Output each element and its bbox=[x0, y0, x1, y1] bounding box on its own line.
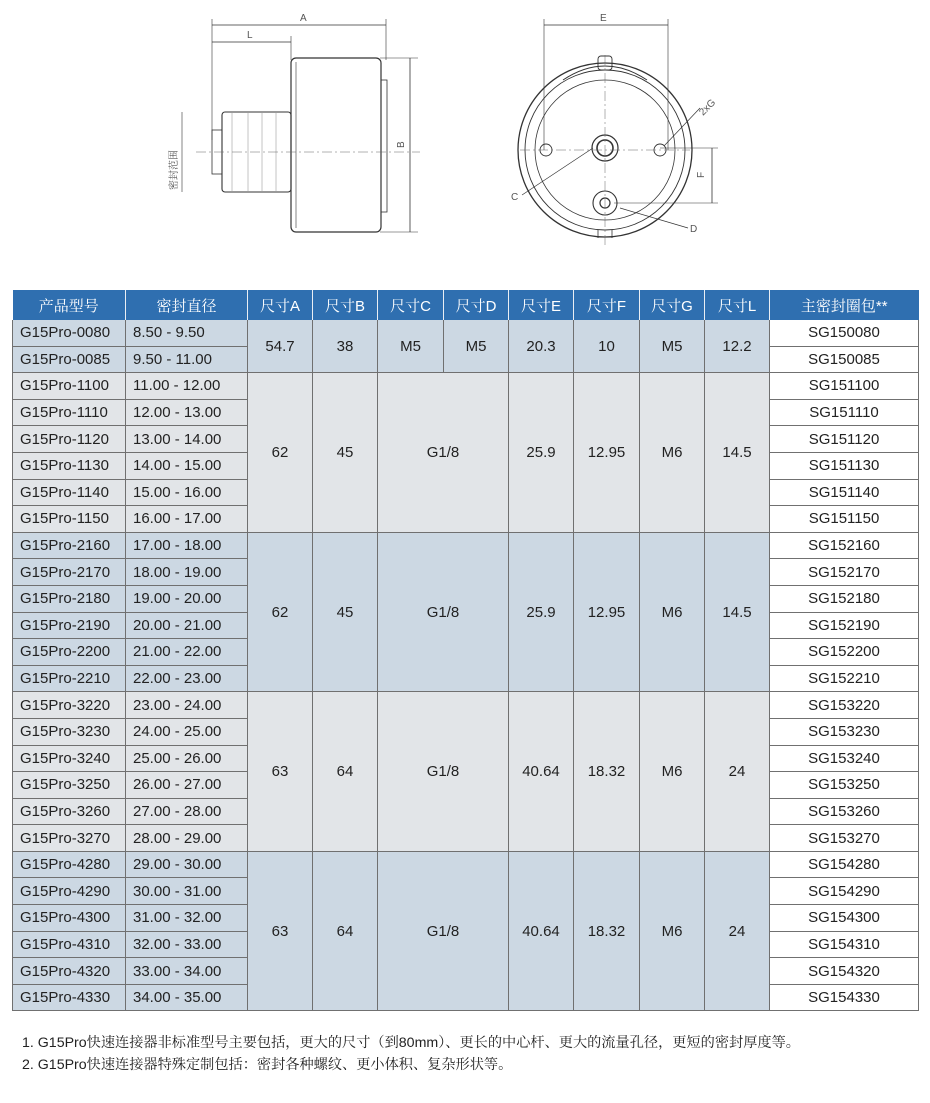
dim-cd-cell: G1/8 bbox=[378, 373, 509, 533]
dim-a-cell: 63 bbox=[248, 851, 313, 1011]
seal-kit-cell: SG152180 bbox=[770, 585, 919, 612]
seal-kit-cell: SG152210 bbox=[770, 665, 919, 692]
seal-diameter-cell: 27.00 - 28.00 bbox=[126, 798, 248, 825]
dim-l-cell: 12.2 bbox=[705, 320, 770, 373]
dim-a-cell: 54.7 bbox=[248, 320, 313, 373]
seal-kit-cell: SG154300 bbox=[770, 905, 919, 932]
seal-kit-cell: SG153230 bbox=[770, 718, 919, 745]
dim-f-cell: 12.95 bbox=[574, 532, 640, 692]
dim-f-cell: 18.32 bbox=[574, 851, 640, 1011]
technical-drawings bbox=[0, 0, 930, 260]
seal-kit-cell: SG152190 bbox=[770, 612, 919, 639]
dim-a-cell: 62 bbox=[248, 532, 313, 692]
seal-diameter-cell: 31.00 - 32.00 bbox=[126, 905, 248, 932]
seal-kit-cell: SG150080 bbox=[770, 320, 919, 346]
seal-kit-cell: SG151130 bbox=[770, 452, 919, 479]
dim-label-C: C bbox=[511, 192, 519, 203]
dim-l-cell: 14.5 bbox=[705, 373, 770, 533]
spec-table bbox=[12, 290, 919, 1011]
dim-l-cell: 24 bbox=[705, 692, 770, 852]
dim-g-cell: M6 bbox=[640, 373, 705, 533]
seal-diameter-cell: 9.50 - 11.00 bbox=[126, 346, 248, 373]
seal-kit-cell: SG153240 bbox=[770, 745, 919, 772]
model-cell: G15Pro-3250 bbox=[13, 772, 126, 799]
dim-f-cell: 12.95 bbox=[574, 373, 640, 533]
header-model: 产品型号 bbox=[13, 290, 126, 320]
model-cell: G15Pro-1110 bbox=[13, 399, 126, 426]
seal-diameter-cell: 34.00 - 35.00 bbox=[126, 984, 248, 1011]
model-cell: G15Pro-4290 bbox=[13, 878, 126, 905]
model-cell: G15Pro-4310 bbox=[13, 931, 126, 958]
table-row bbox=[13, 532, 919, 559]
seal-kit-cell: SG154280 bbox=[770, 851, 919, 878]
dim-b-cell: 64 bbox=[313, 851, 378, 1011]
seal-kit-cell: SG151100 bbox=[770, 373, 919, 400]
seal-kit-cell: SG151150 bbox=[770, 506, 919, 533]
header-dim-d: 尺寸D bbox=[444, 290, 509, 320]
seal-kit-cell: SG151140 bbox=[770, 479, 919, 506]
header-dim-e: 尺寸E bbox=[509, 290, 574, 320]
seal-kit-cell: SG153260 bbox=[770, 798, 919, 825]
dim-a-cell: 62 bbox=[248, 373, 313, 533]
seal-diameter-cell: 18.00 - 19.00 bbox=[126, 559, 248, 586]
model-cell: G15Pro-4330 bbox=[13, 984, 126, 1011]
seal-kit-cell: SG153270 bbox=[770, 825, 919, 852]
dim-label-L: L bbox=[247, 30, 253, 41]
model-cell: G15Pro-2180 bbox=[13, 585, 126, 612]
model-cell: G15Pro-2160 bbox=[13, 532, 126, 559]
dim-label-2xG: 2xG bbox=[697, 97, 719, 119]
dim-e-cell: 25.9 bbox=[509, 373, 574, 533]
dimension-labels bbox=[167, 13, 718, 235]
dim-d-cell: M5 bbox=[444, 320, 509, 373]
header-seal-diameter: 密封直径 bbox=[126, 290, 248, 320]
header-dim-l: 尺寸L bbox=[705, 290, 770, 320]
dim-f-cell: 10 bbox=[574, 320, 640, 373]
seal-diameter-cell: 11.00 - 12.00 bbox=[126, 373, 248, 400]
seal-kit-cell: SG151120 bbox=[770, 426, 919, 453]
seal-diameter-cell: 14.00 - 15.00 bbox=[126, 452, 248, 479]
model-cell: G15Pro-3260 bbox=[13, 798, 126, 825]
dim-l-cell: 24 bbox=[705, 851, 770, 1011]
model-cell: G15Pro-2170 bbox=[13, 559, 126, 586]
dim-c-cell: M5 bbox=[378, 320, 444, 373]
note-2: 2. G15Pro快速连接器特殊定制包括：密封各种螺纹、更小体积、复杂形状等。 bbox=[22, 1057, 513, 1073]
seal-diameter-cell: 16.00 - 17.00 bbox=[126, 506, 248, 533]
header-dim-a: 尺寸A bbox=[248, 290, 313, 320]
model-cell: G15Pro-2190 bbox=[13, 612, 126, 639]
dim-g-cell: M5 bbox=[640, 320, 705, 373]
dim-a-cell: 63 bbox=[248, 692, 313, 852]
dim-l-cell: 14.5 bbox=[705, 532, 770, 692]
model-cell: G15Pro-3220 bbox=[13, 692, 126, 719]
dim-e-cell: 20.3 bbox=[509, 320, 574, 373]
seal-kit-cell: SG150085 bbox=[770, 346, 919, 373]
seal-diameter-cell: 29.00 - 30.00 bbox=[126, 851, 248, 878]
seal-diameter-cell: 25.00 - 26.00 bbox=[126, 745, 248, 772]
seal-diameter-cell: 30.00 - 31.00 bbox=[126, 878, 248, 905]
model-cell: G15Pro-1120 bbox=[13, 426, 126, 453]
seal-kit-cell: SG151110 bbox=[770, 399, 919, 426]
dim-label-E: E bbox=[600, 13, 607, 24]
seal-diameter-cell: 15.00 - 16.00 bbox=[126, 479, 248, 506]
model-cell: G15Pro-3240 bbox=[13, 745, 126, 772]
sealing-range-label: 密封范围 bbox=[169, 150, 180, 190]
seal-diameter-cell: 28.00 - 29.00 bbox=[126, 825, 248, 852]
dim-cd-cell: G1/8 bbox=[378, 851, 509, 1011]
model-cell: G15Pro-2200 bbox=[13, 639, 126, 666]
seal-diameter-cell: 26.00 - 27.00 bbox=[126, 772, 248, 799]
dim-e-cell: 40.64 bbox=[509, 851, 574, 1011]
header-dim-g: 尺寸G bbox=[640, 290, 705, 320]
dim-label-A: A bbox=[300, 13, 307, 24]
model-cell: G15Pro-1130 bbox=[13, 452, 126, 479]
seal-kit-cell: SG154290 bbox=[770, 878, 919, 905]
table-body bbox=[13, 320, 919, 1011]
seal-diameter-cell: 20.00 - 21.00 bbox=[126, 612, 248, 639]
dim-label-F: F bbox=[696, 171, 707, 178]
dim-f-cell: 18.32 bbox=[574, 692, 640, 852]
table-row bbox=[13, 851, 919, 878]
dim-e-cell: 40.64 bbox=[509, 692, 574, 852]
table-row bbox=[13, 320, 919, 346]
dim-b-cell: 38 bbox=[313, 320, 378, 373]
model-cell: G15Pro-1150 bbox=[13, 506, 126, 533]
model-cell: G15Pro-1100 bbox=[13, 373, 126, 400]
side-view-drawing bbox=[182, 19, 420, 232]
model-cell: G15Pro-4320 bbox=[13, 958, 126, 985]
model-cell: G15Pro-1140 bbox=[13, 479, 126, 506]
dim-label-B: B bbox=[396, 141, 407, 148]
seal-diameter-cell: 22.00 - 23.00 bbox=[126, 665, 248, 692]
dim-label-D: D bbox=[690, 224, 698, 235]
seal-diameter-cell: 13.00 - 14.00 bbox=[126, 426, 248, 453]
seal-diameter-cell: 33.00 - 34.00 bbox=[126, 958, 248, 985]
header-dim-b: 尺寸B bbox=[313, 290, 378, 320]
dim-b-cell: 64 bbox=[313, 692, 378, 852]
dim-g-cell: M6 bbox=[640, 692, 705, 852]
front-view-drawing bbox=[518, 19, 718, 245]
dim-b-cell: 45 bbox=[313, 532, 378, 692]
seal-diameter-cell: 8.50 - 9.50 bbox=[126, 320, 248, 346]
table-header-row bbox=[13, 290, 919, 320]
model-cell: G15Pro-0080 bbox=[13, 320, 126, 346]
dim-g-cell: M6 bbox=[640, 851, 705, 1011]
model-cell: G15Pro-0085 bbox=[13, 346, 126, 373]
dim-cd-cell: G1/8 bbox=[378, 692, 509, 852]
model-cell: G15Pro-2210 bbox=[13, 665, 126, 692]
model-cell: G15Pro-3230 bbox=[13, 718, 126, 745]
seal-diameter-cell: 32.00 - 33.00 bbox=[126, 931, 248, 958]
seal-kit-cell: SG154330 bbox=[770, 984, 919, 1011]
model-cell: G15Pro-4280 bbox=[13, 851, 126, 878]
header-main-seal-kit: 主密封圈包** bbox=[770, 290, 919, 320]
seal-diameter-cell: 24.00 - 25.00 bbox=[126, 718, 248, 745]
seal-diameter-cell: 17.00 - 18.00 bbox=[126, 532, 248, 559]
seal-kit-cell: SG153220 bbox=[770, 692, 919, 719]
seal-diameter-cell: 23.00 - 24.00 bbox=[126, 692, 248, 719]
dim-cd-cell: G1/8 bbox=[378, 532, 509, 692]
dim-g-cell: M6 bbox=[640, 532, 705, 692]
header-dim-c: 尺寸C bbox=[378, 290, 444, 320]
model-cell: G15Pro-3270 bbox=[13, 825, 126, 852]
table-row bbox=[13, 373, 919, 400]
model-cell: G15Pro-4300 bbox=[13, 905, 126, 932]
seal-kit-cell: SG152170 bbox=[770, 559, 919, 586]
seal-kit-cell: SG152200 bbox=[770, 639, 919, 666]
notes bbox=[22, 1032, 800, 1076]
seal-kit-cell: SG153250 bbox=[770, 772, 919, 799]
note-1: 1. G15Pro快速连接器非标准型号主要包括，更大的尺寸（到80mm）、更长的中心杆、更大的流量孔径，更短的密封厚度等。 bbox=[22, 1035, 800, 1051]
seal-diameter-cell: 12.00 - 13.00 bbox=[126, 399, 248, 426]
header-dim-f: 尺寸F bbox=[574, 290, 640, 320]
seal-kit-cell: SG154310 bbox=[770, 931, 919, 958]
seal-diameter-cell: 19.00 - 20.00 bbox=[126, 585, 248, 612]
seal-kit-cell: SG152160 bbox=[770, 532, 919, 559]
seal-kit-cell: SG154320 bbox=[770, 958, 919, 985]
dim-e-cell: 25.9 bbox=[509, 532, 574, 692]
table-row bbox=[13, 692, 919, 719]
dim-b-cell: 45 bbox=[313, 373, 378, 533]
seal-diameter-cell: 21.00 - 22.00 bbox=[126, 639, 248, 666]
